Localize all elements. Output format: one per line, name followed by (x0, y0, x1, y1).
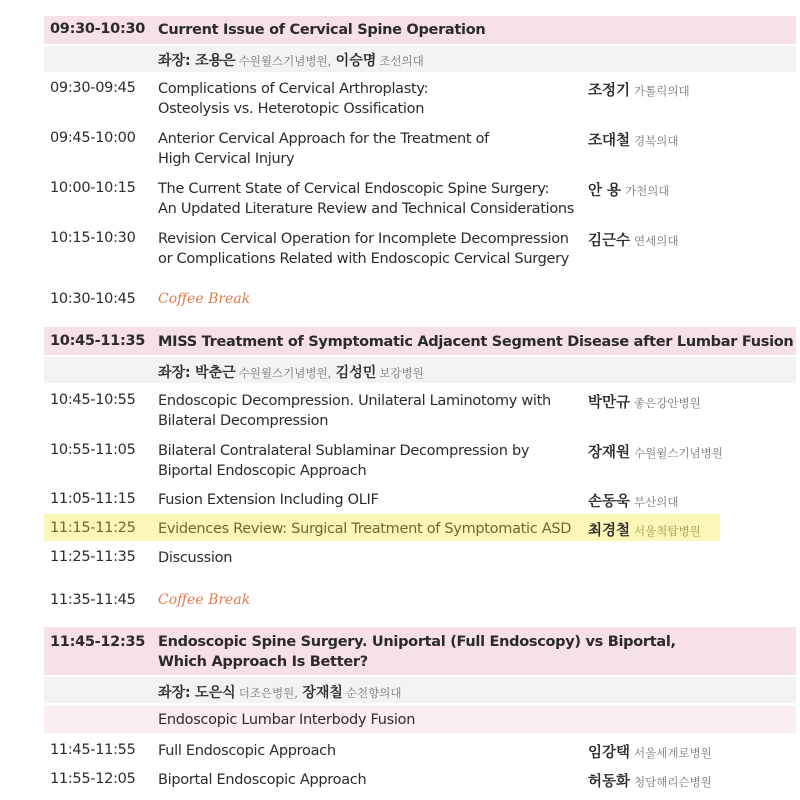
session-title (158, 632, 676, 672)
coffee-break-label: Coffee Break (158, 291, 251, 307)
coffee-break-label: Coffee Break (158, 592, 251, 608)
talk-title (158, 770, 366, 790)
talk-time: 11:55-12:05 (50, 771, 136, 787)
session-title: MISS Treatment of Symptomatic Adjacent Segment Disease after Lumbar Fusion (158, 334, 794, 350)
chair-affiliation: 수원윌스기념병원, (238, 366, 332, 380)
speaker-name: 조대철 (588, 133, 631, 149)
talk-title-line: Evidences Review: Surgical Treatment of Symptomatic ASD (158, 521, 572, 537)
session-title: Current Issue of Cervical Spine Operation (158, 22, 486, 38)
chairs-2 (158, 362, 424, 382)
talk-title-line: Revision Cervical Operation for Incomplete Decompression (158, 231, 569, 247)
chair-affiliation: 보강병원 (379, 366, 424, 380)
chair-affiliation: 수원윌스기념병원, (238, 54, 332, 68)
break-time: 10:30-10:45 (50, 291, 136, 307)
talk-time: 11:15-11:25 (50, 520, 136, 536)
speaker-name: 조정기 (588, 83, 631, 99)
speaker-affiliation: 좋은강안병원 (634, 396, 701, 410)
chair-label: 좌장: (158, 53, 191, 69)
speaker-name: 안 용 (588, 183, 622, 199)
talk-title-line: Fusion Extension Including OLIF (158, 492, 379, 508)
session-time: 10:45-11:35 (50, 333, 146, 349)
speaker (588, 741, 712, 762)
talk-title (158, 229, 569, 269)
talk-title-line: Complications of Cervical Arthroplasty: (158, 81, 429, 97)
talk-time: 10:45-10:55 (50, 392, 136, 408)
chair-name: 박춘근 (195, 365, 236, 381)
chair-affiliation: 더조은병원, (238, 686, 298, 700)
speaker (588, 179, 670, 200)
talk-title-line: Anterior Cervical Approach for the Treatment of (158, 131, 489, 147)
speaker-affiliation: 경북의대 (634, 134, 679, 148)
speaker-name: 손동욱 (588, 494, 631, 510)
chairs-1 (158, 50, 424, 70)
chair-label: 좌장: (158, 365, 191, 381)
speaker-name: 허동화 (588, 774, 631, 790)
speaker (588, 441, 723, 462)
talk-title (158, 441, 529, 481)
session-title-line: Which Approach Is Better? (158, 654, 368, 670)
talk-title-line: Biportal Endoscopic Approach (158, 463, 367, 479)
speaker-name: 김근수 (588, 233, 631, 249)
speaker-affiliation: 수원윌스기념병원 (634, 446, 723, 460)
talk-time: 11:05-11:15 (50, 491, 136, 507)
talk-title-line: Biportal Endoscopic Approach (158, 772, 367, 788)
speaker (588, 129, 678, 150)
talk-title (158, 79, 428, 119)
talk-time: 09:45-10:00 (50, 130, 136, 146)
speaker (588, 770, 712, 791)
chair-affiliation: 조선의대 (379, 54, 424, 68)
talk-title-line: Bilateral Decompression (158, 413, 329, 429)
talk-time: 10:55-11:05 (50, 442, 136, 458)
chair-name: 도은식 (195, 685, 236, 701)
speaker-affiliation: 부산의대 (634, 495, 679, 509)
talk-title (158, 391, 551, 431)
talk-title-line: or Complications Related with Endoscopic Cervical Surgery (158, 251, 570, 267)
speaker (588, 490, 678, 511)
talk-title-line: Endoscopic Decompression. Unilateral Laminotomy with (158, 393, 551, 409)
session-time: 11:45-12:35 (50, 634, 146, 650)
speaker (588, 229, 678, 250)
speaker-affiliation: 서울척탑병원 (634, 524, 701, 538)
talk-time: 09:30-09:45 (50, 80, 136, 96)
speaker-affiliation: 청담해리슨병원 (634, 775, 712, 789)
chair-name: 장재칠 (302, 685, 343, 701)
talk-title-line: Full Endoscopic Approach (158, 743, 336, 759)
talk-title-line: The Current State of Cervical Endoscopic Spine Surgery: (158, 181, 550, 197)
talk-title-line: An Updated Literature Review and Technical Considerations (158, 201, 575, 217)
speaker-affiliation: 연세의대 (634, 234, 679, 248)
speaker (588, 519, 701, 540)
talk-title (158, 490, 378, 510)
talk-time: 11:25-11:35 (50, 549, 136, 565)
talk-title (158, 179, 574, 219)
talk-title (158, 519, 571, 539)
speaker-name: 장재원 (588, 445, 631, 461)
session-title-line: Endoscopic Spine Surgery. Uniportal (Full Endoscopy) vs Biportal, (158, 634, 676, 650)
speaker-affiliation: 서울세계로병원 (634, 746, 712, 760)
speaker-name: 최경철 (588, 523, 631, 539)
session-time: 09:30-10:30 (50, 21, 146, 37)
speaker (588, 391, 701, 412)
break-time: 11:35-11:45 (50, 592, 136, 608)
talk-time: 10:15-10:30 (50, 230, 136, 246)
talk-title-line: Discussion (158, 550, 233, 566)
subheading-row (44, 706, 796, 733)
talk-title-line: Osteolysis vs. Heterotopic Ossification (158, 101, 425, 117)
speaker-name: 임강택 (588, 745, 631, 761)
talk-title-line: Bilateral Contralateral Sublaminar Decompression by (158, 443, 530, 459)
speaker-affiliation: 가톨릭의대 (634, 84, 690, 98)
chair-label: 좌장: (158, 685, 191, 701)
chair-name: 조용은 (195, 53, 236, 69)
talk-title-line: High Cervical Injury (158, 151, 295, 167)
chairs-3 (158, 682, 401, 702)
speaker-affiliation: 가천의대 (625, 184, 670, 198)
talk-title (158, 548, 232, 568)
talk-time: 10:00-10:15 (50, 180, 136, 196)
speaker (588, 79, 690, 100)
chair-name: 김성민 (335, 365, 377, 381)
talk-time: 11:45-11:55 (50, 742, 136, 758)
subheading: Endoscopic Lumbar Interbody Fusion (158, 712, 416, 728)
chairs-row-3 (44, 677, 796, 703)
talk-title (158, 129, 489, 169)
chair-name: 이승명 (335, 53, 377, 69)
talk-title (158, 741, 336, 761)
speaker-name: 박만규 (588, 395, 631, 411)
chair-affiliation: 순천향의대 (345, 686, 402, 700)
